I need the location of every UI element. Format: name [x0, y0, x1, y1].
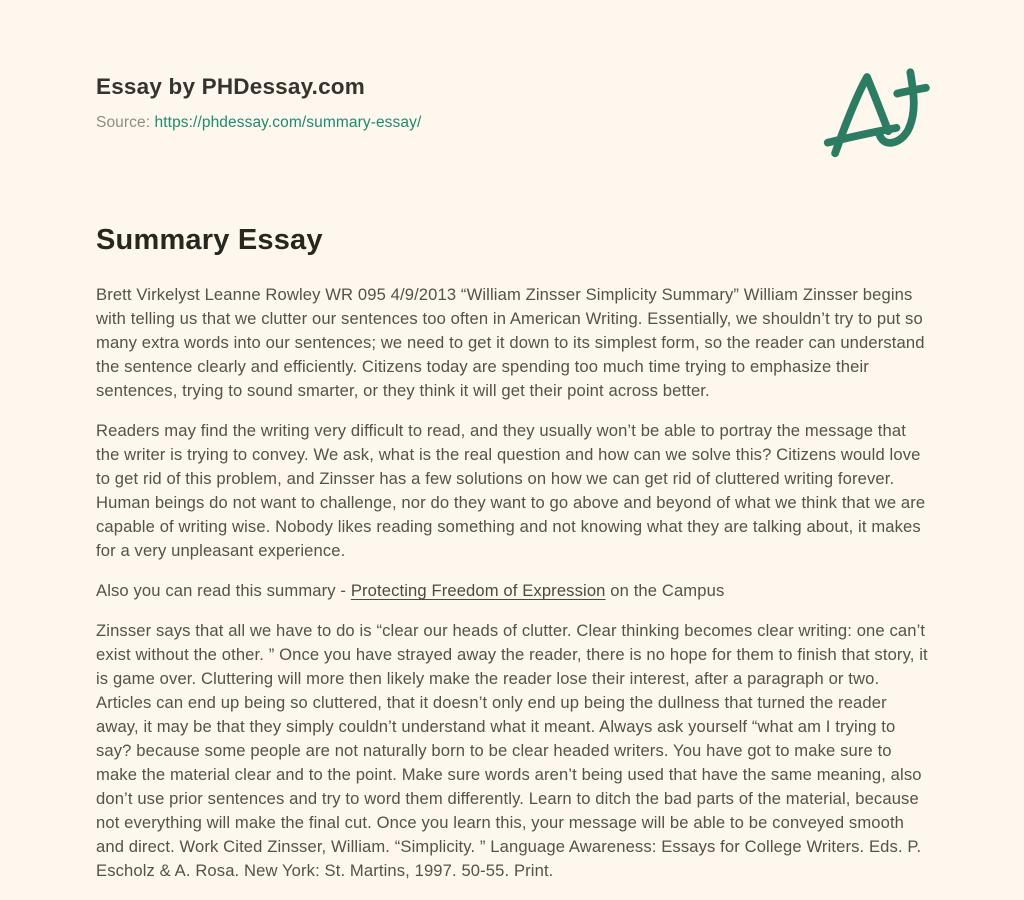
also-read-line	[96, 579, 929, 603]
also-read-prefix: Also you can read this summary -	[96, 581, 351, 600]
also-read-suffix: on the Campus	[605, 581, 725, 600]
source-link[interactable]: https://phdessay.com/summary-essay/	[154, 114, 422, 131]
essay-paragraph-3: Zinsser says that all we have to do is “clear our heads of clutter. Clear thinking becomes clear writing: one can’t exist without the other. ” Once you have strayed away the reader, there is no hope for them to finish that story, it is game over. Cluttering will more then likely make the reader lose their interest, after a paragraph or two. Articles can end up being so cluttered, that it doesn’t only end up being the dullness that turned the reader away, it may be that they simply couldn’t understand what it meant. Always ask yourself “what am I trying to say? because some people are not naturally born to be clear headed writers. You have got to make sure to make the material clear and to the point. Make sure words aren’t being used that have the same meaning, also don’t use prior sentences and try to word them differently. Learn to ditch the bad parts of the material, because not everything will make the final cut. Once you learn this, your message will be able to be conveyed smooth and direct. Work Cited Zinsser, William. “Simplicity. ” Language Awareness: Essays for College Writers. Eds. P. Escholz & A. Rosa. New York: St. Martins, 1997. 50-55. Print.	[96, 621, 928, 880]
essay-paragraph-1: Brett Virkelyst Leanne Rowley WR 095 4/9/2013 “William Zinsser Simplicity Summary” William Zinsser begins with telling us that we clutter our sentences too often in American Writing. Essentially, we shouldn’t try to put so many extra words into our sentences; we need to get it down to its simplest form, so the reader can understand the sentence clearly and efficiently. Citizens today are spending too much time trying to emphasize their sentences, trying to sound smarter, or they think it will get their point across better.	[96, 285, 925, 400]
essay-content	[96, 224, 929, 899]
essay-title: Summary Essay	[96, 224, 323, 256]
essay-paragraph-2: Readers may find the writing very difficult to read, and they usually won’t be able to portray the message that the writer is trying to convey. We ask, what is the real question and how can we solve this? Citizens would love to get rid of this problem, and Zinsser has a few solutions on how we can get rid of cluttered writing forever. Human beings do not want to challenge, nor do they want to go above and beyond of what we think that we are capable of writing wise. Nobody likes reading something and not knowing what they are talking about, it makes for a very unpleasant experience.	[96, 421, 926, 560]
source-label: Source:	[96, 114, 151, 131]
site-title: Essay by PHDessay.com	[96, 74, 365, 99]
source-line	[96, 114, 421, 132]
page-header	[96, 74, 421, 132]
also-read-link[interactable]: Protecting Freedom of Expression	[350, 581, 606, 600]
phdessay-a-plus-logo-icon	[822, 66, 930, 162]
